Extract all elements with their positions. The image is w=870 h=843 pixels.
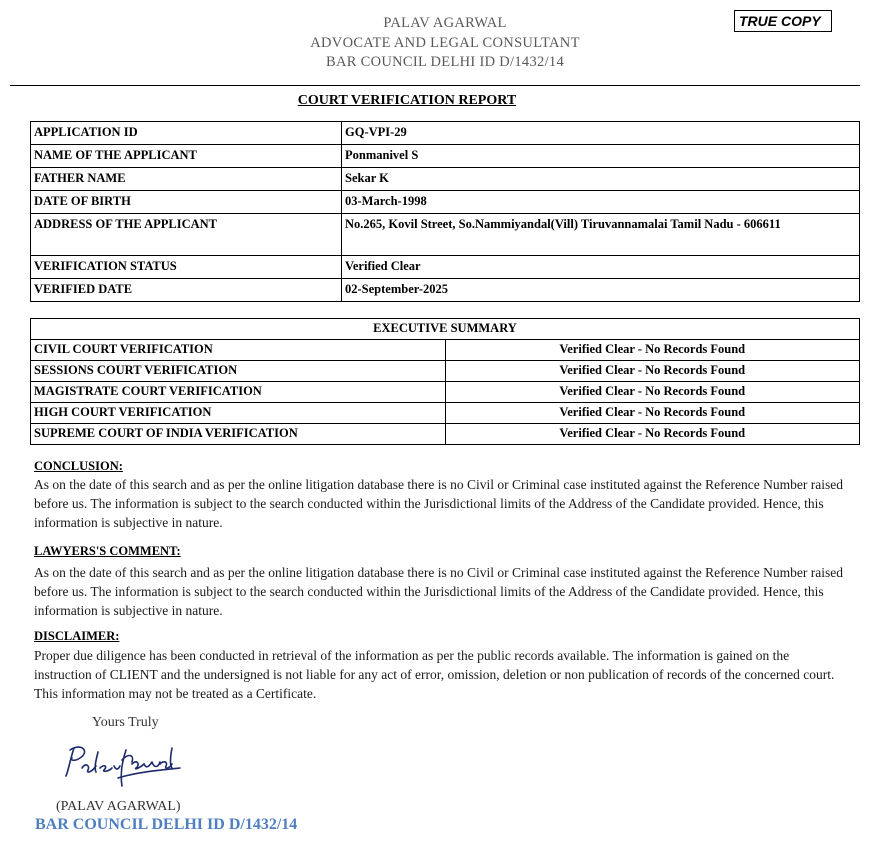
field-label: NAME OF THE APPLICANT	[31, 145, 342, 168]
field-value: Verified Clear	[342, 256, 860, 279]
field-label: ADDRESS OF THE APPLICANT	[31, 214, 342, 256]
table-row	[31, 256, 860, 279]
header-divider	[10, 85, 860, 86]
court-status: Verified Clear - No Records Found	[445, 361, 860, 382]
signature	[60, 738, 190, 801]
table-row	[31, 340, 860, 361]
field-label: VERIFIED DATE	[31, 279, 342, 302]
signatory-registration: BAR COUNCIL DELHI ID D/1432/14	[35, 816, 298, 833]
table-row	[31, 319, 860, 340]
signature-drawing	[60, 738, 190, 796]
table-row	[31, 382, 860, 403]
report-title: COURT VERIFICATION REPORT	[297, 93, 517, 108]
court-label: MAGISTRATE COURT VERIFICATION	[31, 382, 446, 403]
lawyers-comment-title: LAWYERS'S COMMENT:	[34, 544, 181, 558]
field-value: 03-March-1998	[342, 191, 860, 214]
advocate-designation: ADVOCATE AND LEGAL CONSULTANT	[310, 35, 580, 51]
advocate-registration: BAR COUNCIL DELHI ID D/1432/14	[325, 54, 565, 70]
closing-salutation: Yours Truly	[92, 715, 159, 730]
field-value: No.265, Kovil Street, So.Nammiyandal(Vill) Tiruvannamalai Tamil Nadu - 606611	[342, 214, 860, 256]
executive-summary-table	[30, 318, 860, 445]
field-value: 02-September-2025	[342, 279, 860, 302]
advocate-name: PALAV AGARWAL	[383, 15, 507, 31]
field-value: GQ-VPI-29	[342, 122, 860, 145]
table-row	[31, 145, 860, 168]
field-value: Ponmanivel S	[342, 145, 860, 168]
table-row	[31, 214, 860, 256]
disclaimer-title: DISCLAIMER:	[34, 629, 120, 643]
table-row	[31, 168, 860, 191]
true-copy-stamp: TRUE COPY	[734, 10, 832, 32]
court-status: Verified Clear - No Records Found	[445, 382, 860, 403]
applicant-details-table	[30, 121, 860, 302]
field-label: APPLICATION ID	[31, 122, 342, 145]
conclusion-title: CONCLUSION:	[34, 459, 123, 473]
table-row	[31, 279, 860, 302]
field-label: VERIFICATION STATUS	[31, 256, 342, 279]
executive-summary-heading: EXECUTIVE SUMMARY	[31, 319, 860, 340]
conclusion-text: As on the date of this search and as per the online litigation database there is no Civil or Criminal case instituted against the Reference Number raised before us. The information is subject to the search conducted within the Jurisdictional limits of the Address of the Candidate provided. Hence, this information is subjective in nature.	[34, 477, 844, 530]
court-label: CIVIL COURT VERIFICATION	[31, 340, 446, 361]
table-row	[31, 403, 860, 424]
field-value: Sekar K	[342, 168, 860, 191]
court-status: Verified Clear - No Records Found	[445, 403, 860, 424]
table-row	[31, 424, 860, 445]
field-label: DATE OF BIRTH	[31, 191, 342, 214]
court-label: SESSIONS COURT VERIFICATION	[31, 361, 446, 382]
table-row	[31, 191, 860, 214]
table-row	[31, 122, 860, 145]
court-label: SUPREME COURT OF INDIA VERIFICATION	[31, 424, 446, 445]
lawyers-comment-text: As on the date of this search and as per the online litigation database there is no Civil or Criminal case instituted against the Reference Number raised before us. The information is subject to the search conducted within the Jurisdictional limits of the Address of the Candidate provided. Hence, this information is subjective in nature.	[34, 565, 844, 618]
court-label: HIGH COURT VERIFICATION	[31, 403, 446, 424]
court-status: Verified Clear - No Records Found	[445, 424, 860, 445]
table-row	[31, 361, 860, 382]
disclaimer-text: Proper due diligence has been conducted in retrieval of the information as per the public records available. The information is gained on the instruction of CLIENT and the undersigned is not liable for any act of error, omission, deletion or non publication of records of the concerned court. This information may not be treated as a Certificate.	[34, 648, 835, 701]
field-label: FATHER NAME	[31, 168, 342, 191]
court-status: Verified Clear - No Records Found	[445, 340, 860, 361]
signatory-name: (PALAV AGARWAL)	[56, 799, 181, 814]
